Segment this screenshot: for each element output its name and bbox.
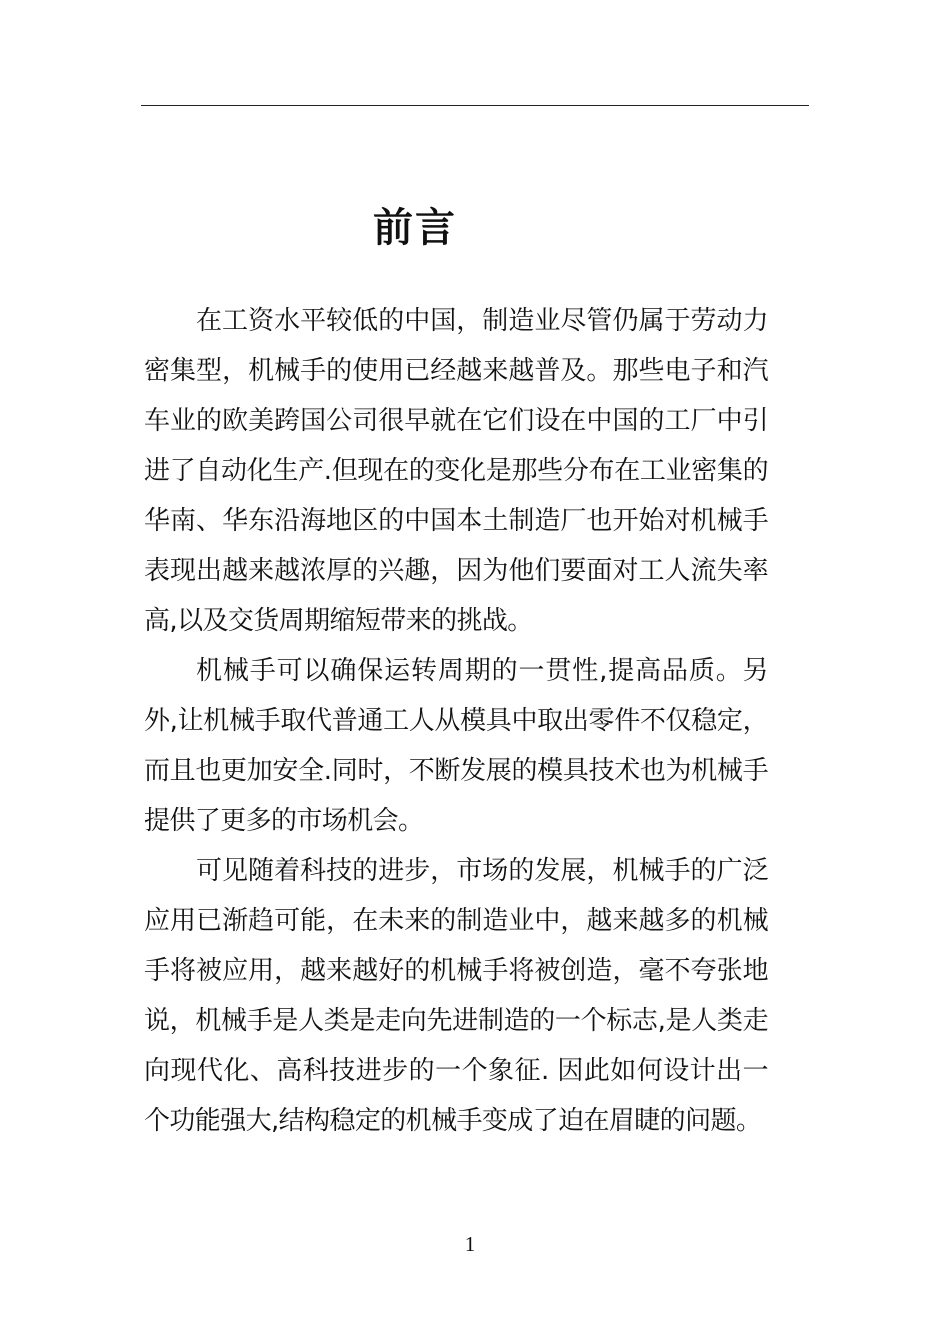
page-title: 前言 xyxy=(373,205,457,251)
paragraph-3: 可见随着科技的进步，市场的发展，机械手的广泛应用已渐趋可能，在未来的制造业中，越来越多的机械手将被应用，越来越好的机械手将被创造，毫不夸张地说，机械手是人类是走向先进制造的一个标志,是人类走向现代化、高科技进步的一个象征. 因此如何设计出一个功能强大,结构稳定的机械手变成了迫在眉睫的问题。 xyxy=(144,856,768,1136)
paragraph-1: 在工资水平较低的中国，制造业尽管仍属于劳动力密集型，机械手的使用已经越来越普及。那些电子和汽车业的欧美跨国公司很早就在它们设在中国的工厂中引进了自动化生产.但现在的变化是那些分布在工业密集的华南、华东沿海地区的中国本土制造厂也开始对机械手表现出越来越浓厚的兴趣，因为他们要面对工人流失率高,以及交货周期缩短带来的挑战。 xyxy=(144,306,768,636)
body-text xyxy=(144,296,768,1146)
page-number: 1 xyxy=(464,1232,476,1256)
paragraph-2: 机械手可以确保运转周期的一贯性,提高品质。另外,让机械手取代普通工人从模具中取出零件不仅稳定，而且也更加安全.同时，不断发展的模具技术也为机械手提供了更多的市场机会。 xyxy=(144,656,768,836)
header-rule xyxy=(141,105,809,106)
